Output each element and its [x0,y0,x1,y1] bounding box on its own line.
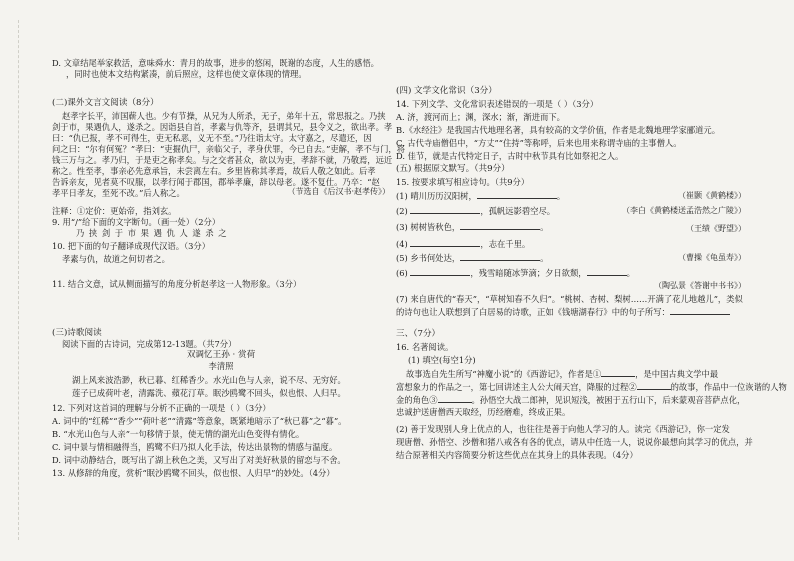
section4-title: (四) 文学文化常识（3分） [396,86,497,96]
fill-6-text: ，残雪暗随冰笋滴；夕日欲颓， [470,268,587,278]
fill-3-text: (3) 树树皆秋色， [396,222,461,232]
fill-4-text: ，志在千里。 [480,239,531,249]
fill-line-4: (4) ，志在千里。 [396,239,531,249]
fill-4-blank[interactable] [410,238,480,247]
q16-1-title: (1) 填空(每空1分) [408,355,476,365]
fill-6-blank-1[interactable] [410,267,470,276]
fill-line-1: (1) 晴川历历汉阳树， 。 [396,191,566,201]
q14-option-c: C. 古代寺庙僧侣中，“方丈”“住持”等称呼，后来也用来称谓寺庙的主事僧人。 [396,138,682,148]
fill-3-source: （王绩《野望》） [686,224,746,233]
q16-1-blank-3[interactable] [438,394,472,403]
passage-line: 曰：“仇已报，孝不可得生，吏无私恶，义无不至。”乃往诣太守。太守嘉之，尽遣还，因 [52,133,372,143]
q16-1a-end: ，是中国古典文学中最 [635,369,719,379]
fill-line-7: (7) 来自唐代的“春天”，“草树知春不久归”。“桃树、杏树、梨树……开满了花儿地越儿”，类似 [396,294,743,304]
q10-sentence: 孝素与仇，故道之何切者之。 [62,254,170,264]
section3-intro: 阅读下面的古诗词，完成第12-13题。（共7分） [62,339,237,349]
q14-prompt: 14. 下列文学、文化常识表述错误的一项是（ ）（3分） [396,99,599,109]
q16-1b-text: 富想象力的作品之一，第七回讲述主人公大闹天宫，降服的过程② [396,382,637,392]
poem-author: 李清照 [208,361,234,371]
q16-2-line: 结合原著相关内容简要分析这些优点在其身上的具体表现。（4分） [396,450,638,460]
fill-2-source: （李白《黄鹤楼送孟浩然之广陵》） [622,206,746,215]
poem-line: 莲子已成荷叶老，清露洗、蘋花汀草。眠沙鸥鹭不回头，似也恨、人归早。 [72,388,346,398]
q10-prompt: 10. 把下面的句子翻译成现代汉语。（3分） [52,241,211,251]
passage-line: 称之。性至孝，事亲必先意承旨，未尝离左右。乡里皆称其孝焉，故后人敬之如此。后孝 [52,166,376,176]
passage-line: 钱三万与之。孝乃归，于是吏之称孝矣。与之交者甚众，欲以为吏，孝辞不就，乃敬焉，远近 [52,155,393,165]
q15-prompt: 15. 按要求填写相应诗句。（共9分） [396,177,530,187]
section6-title: 三、（7分） [396,329,441,339]
fill-1-text: (1) 晴川历历汉阳树， [396,191,477,201]
q14-option-b: B.《水经注》是我国古代地理名著，具有较高的文学价值，作者是北魏地理学家郦道元。 [396,125,721,135]
fill-5-text: (5) 乡书何处达， [396,253,461,263]
q16-1b-end: 的故事，作品中一位诙谐的人物 [670,382,787,392]
q12-option-a: A. 词中的“红稀”“香少”“荷叶老”“清露”等意象，既紧地暗示了“秋已暮”之“暮”。 [52,416,347,426]
fill-5-blank[interactable] [460,252,540,261]
q16-2-line: 现唐僧、孙悟空、沙僧和猪八戒各有各的优点，请从中任选一人，说说你最想向其学习的优点，并 [396,437,753,447]
passage-line: 问之曰：“尔有何冤？”孝曰：“吏掘仇尸，亲临父子，孝身伏罪，今已自去。”吏解，孝不与门，将 [52,144,405,154]
passage-line: 告诉亲友，见者莫不叹服，以孝行闻于郡国，郡举孝廉，辞以母老。遂不复仕。乃卒：“赵 [52,177,380,187]
fill-2-blank[interactable] [410,205,480,214]
section3-title: (三)诗歌阅读 [52,328,102,338]
q16-1c-text: 金的角色③ [396,395,438,405]
fill-2-text: ，孤帆远影碧空尽。 [480,206,556,216]
q16-1a-text: 故事选自先生所写“神魔小说”的《西游记》，作者是① [406,369,602,379]
footnote: 注释：①定价：更始帝，指刘玄。 [52,206,177,216]
q16-prompt: 16. 名著阅读。 [396,342,454,352]
fill-4-5-source: （曹操《龟虽寿》） [678,253,746,262]
fill-1-blank[interactable] [477,190,557,199]
q13-prompt: 13. 从修辞的角度，赏析“眠沙鸥鹭不回头，似也恨、人归早”的妙处。（4分） [52,468,335,478]
q16-1-blank-1[interactable] [601,368,635,377]
fill-line-7-cont [396,306,746,318]
q16-1-line: 忠诚护送唐僧西天取经，历经磨难，终成正果。 [396,407,571,417]
q11-prompt: 11. 结合文意，试从侧面描写的角度分析赵孝这一人物形象。（3分） [52,279,302,289]
q9-text: 乃 挟 剑 于 市 果 遇 仇 人 遂 杀 之 [76,228,228,238]
poem-title: 双调忆王孙 · 赏荷 [186,350,256,360]
q16-1-line [406,368,746,380]
q9-prompt: 9. 用“/”给下面的文字断句。（画一处）（2分） [52,217,221,227]
passage-line: 孝平日孝友，至死不改。”后人称之。 [52,188,185,198]
q8-option-d-cont: ，同时也使本文结构紧凑，前后照应，这样也使文章体现的情理。 [66,69,307,79]
q12-prompt: 12. 下列对这首词的理解与分析不正确的一项是（ ）（3分） [52,403,271,413]
fill-3-blank[interactable] [460,221,540,230]
fill-7-text: 的诗句也让人联想到了白居易的诗歌，正如《钱塘湖春行》中的句子所写： [396,307,670,317]
poem-line: 湖上风来波浩渺，秋已暮、红稀香少。水光山色与人亲，说不尽、无穷好。 [72,375,346,385]
section2-title: (二)课外文言文阅读（8分） [52,98,159,108]
q16-2-line: (2) 善于发现别人身上优点的人，也往往是善于向他人学习的人。读完《西游记》，你一定发 [396,424,730,434]
binding-line [18,20,20,540]
q12-option-c: C. 词中景与情相融得当，鸥鹭不归乃拟人化手法，传达出景物的情感与温度。 [52,442,338,452]
q8-option-d: D. 文章结尾举家救活，意味舜水：青月的故事，进步的悠闲，既谢的态度，人生的感悟。 [52,58,379,68]
fill-7-blank[interactable] [670,306,730,315]
passage-line: 赵孝字长平，沛国蕲人也。少有节操，从兄为人所杀，无子，弟年十五，常思报之。乃挟 [62,111,386,121]
fill-line-6: (6) ，残雪暗随冰笋滴；夕日欲颓， 。 [396,268,635,278]
passage-source: （节选自《后汉书·赵孝传》） [287,187,390,196]
passage-line: 剑于市，果遇仇人，遂杀之。因诣县自首，孝素与仇等齐，县谓其兄，县令义之，欲出孝。孝 [52,122,393,132]
fill-1-source: （崔颢《黄鹤楼》） [678,191,746,200]
section5-title: (五) 根据原文默写。（共9分） [396,164,510,174]
q12-option-d: D. 词中动静结合，既写出了湖上秋色之美，又写出了对美好秋景的留恋与不舍。 [52,455,346,465]
q16-1c-end: 。孙悟空大战二郎神，见识短浅，被困于五行山下，后来蒙观音菩萨点化， [471,395,746,405]
q12-option-b: B. “水光山色与人亲”一句移情于景，使无情的湖光山色变得有情化。 [52,429,305,439]
q14-option-a: A. 济，渡河而上；渊，深水；渐，渐进而下。 [396,112,565,122]
fill-line-3: (3) 树树皆秋色， 。 [396,222,549,232]
fill-6-source: （陶弘景《答谢中书书》） [654,281,746,290]
q14-option-d: D. 佳节，就是古代特定日子，古时中秋节具有比如祭祀之人。 [396,151,624,161]
q16-1-blank-2[interactable] [637,381,671,390]
fill-line-2: (2) ，孤帆远影碧空尽。 [396,206,556,216]
fill-6-blank-2[interactable] [587,267,627,276]
q16-1-line [396,394,746,406]
q16-1-line [396,381,787,393]
fill-line-5: (5) 乡书何处达， 。 [396,253,549,263]
